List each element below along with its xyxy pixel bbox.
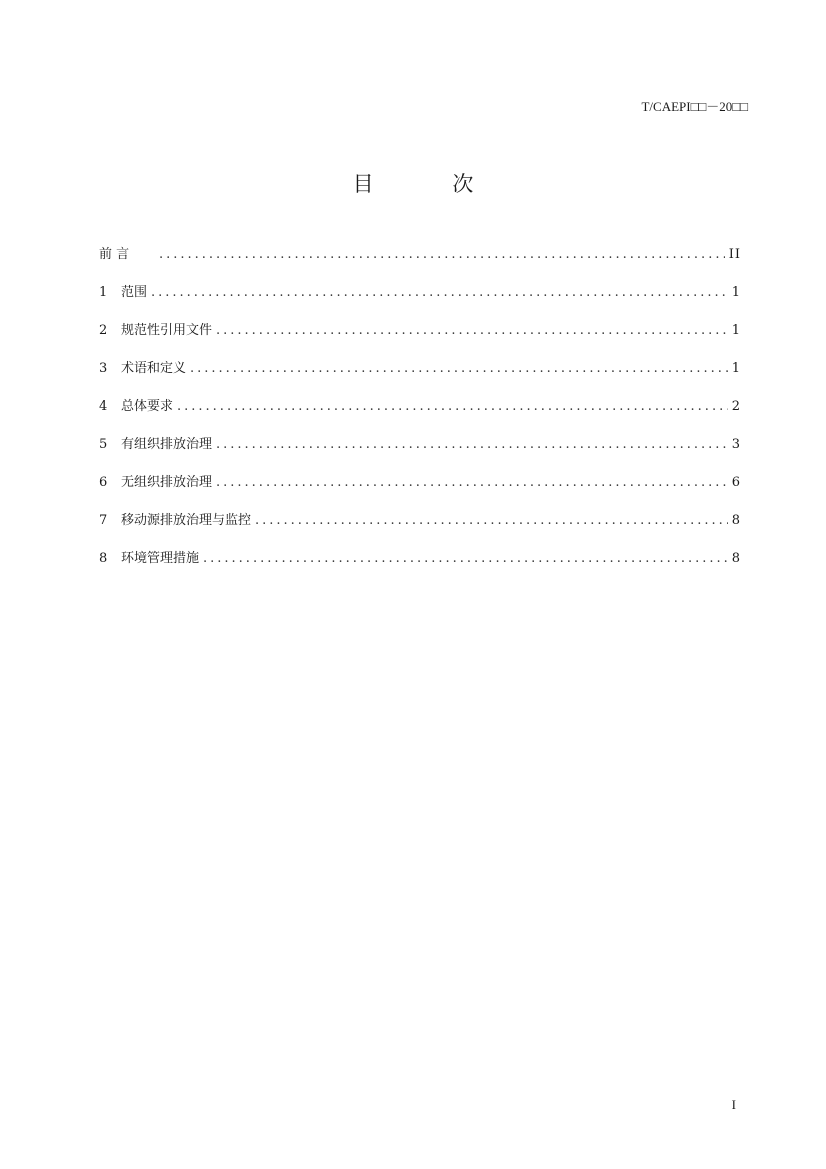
toc-entry-label: 规范性引用文件 <box>121 323 213 338</box>
toc-entry-number: 3 <box>99 361 108 376</box>
toc-leader <box>255 513 728 528</box>
toc-entry-page: 2 <box>731 399 741 414</box>
toc-entry-page: II <box>728 247 741 262</box>
toc-entry-3[interactable] <box>99 357 741 395</box>
toc-leader <box>177 399 728 414</box>
toc-entry-7[interactable] <box>99 509 741 547</box>
toc-entry-label: 总体要求 <box>121 399 174 414</box>
toc-leader <box>159 247 725 262</box>
toc-entry-page: 1 <box>731 285 741 300</box>
toc-entry-number: 4 <box>99 399 108 414</box>
toc-entry-foreword[interactable] <box>99 243 741 281</box>
toc-entry-1[interactable] <box>99 281 741 319</box>
document-code: T/CAEPI□□－20□□ <box>641 99 748 114</box>
page-number: I <box>731 1097 736 1112</box>
toc-entry-4[interactable] <box>99 395 741 433</box>
toc-entry-page: 1 <box>731 323 741 338</box>
toc-entry-8[interactable] <box>99 547 741 585</box>
toc-entry-number: 8 <box>99 551 108 566</box>
toc-leader <box>216 475 728 490</box>
toc-entry-number: 6 <box>99 475 108 490</box>
toc-leader <box>216 323 728 338</box>
toc-leader <box>216 437 728 452</box>
toc-entry-label: 范围 <box>121 285 148 300</box>
toc-entry-page: 3 <box>731 437 741 452</box>
toc-entry-page: 8 <box>731 551 741 566</box>
toc-entry-page: 6 <box>731 475 741 490</box>
toc-entry-number: 2 <box>99 323 108 338</box>
toc-leader <box>151 285 728 300</box>
toc-entry-2[interactable] <box>99 319 741 357</box>
toc-leader <box>203 551 728 566</box>
toc-entry-page: 1 <box>731 361 741 376</box>
toc-entry-label: 前 言 <box>99 247 130 262</box>
toc-entry-label: 无组织排放治理 <box>121 475 213 490</box>
toc-entry-number: 5 <box>99 437 108 452</box>
toc-entry-label: 有组织排放治理 <box>121 437 213 452</box>
toc-entry-5[interactable] <box>99 433 741 471</box>
toc-leader <box>190 361 728 376</box>
toc-entry-number: 7 <box>99 513 108 528</box>
toc-entry-number: 1 <box>99 285 108 300</box>
table-of-contents <box>99 243 741 585</box>
toc-entry-label: 术语和定义 <box>121 361 187 376</box>
toc-entry-label: 环境管理措施 <box>121 551 200 566</box>
toc-entry-page: 8 <box>731 513 741 528</box>
toc-entry-6[interactable] <box>99 471 741 509</box>
toc-title: 目 次 <box>352 172 510 196</box>
toc-entry-label: 移动源排放治理与监控 <box>121 513 252 528</box>
